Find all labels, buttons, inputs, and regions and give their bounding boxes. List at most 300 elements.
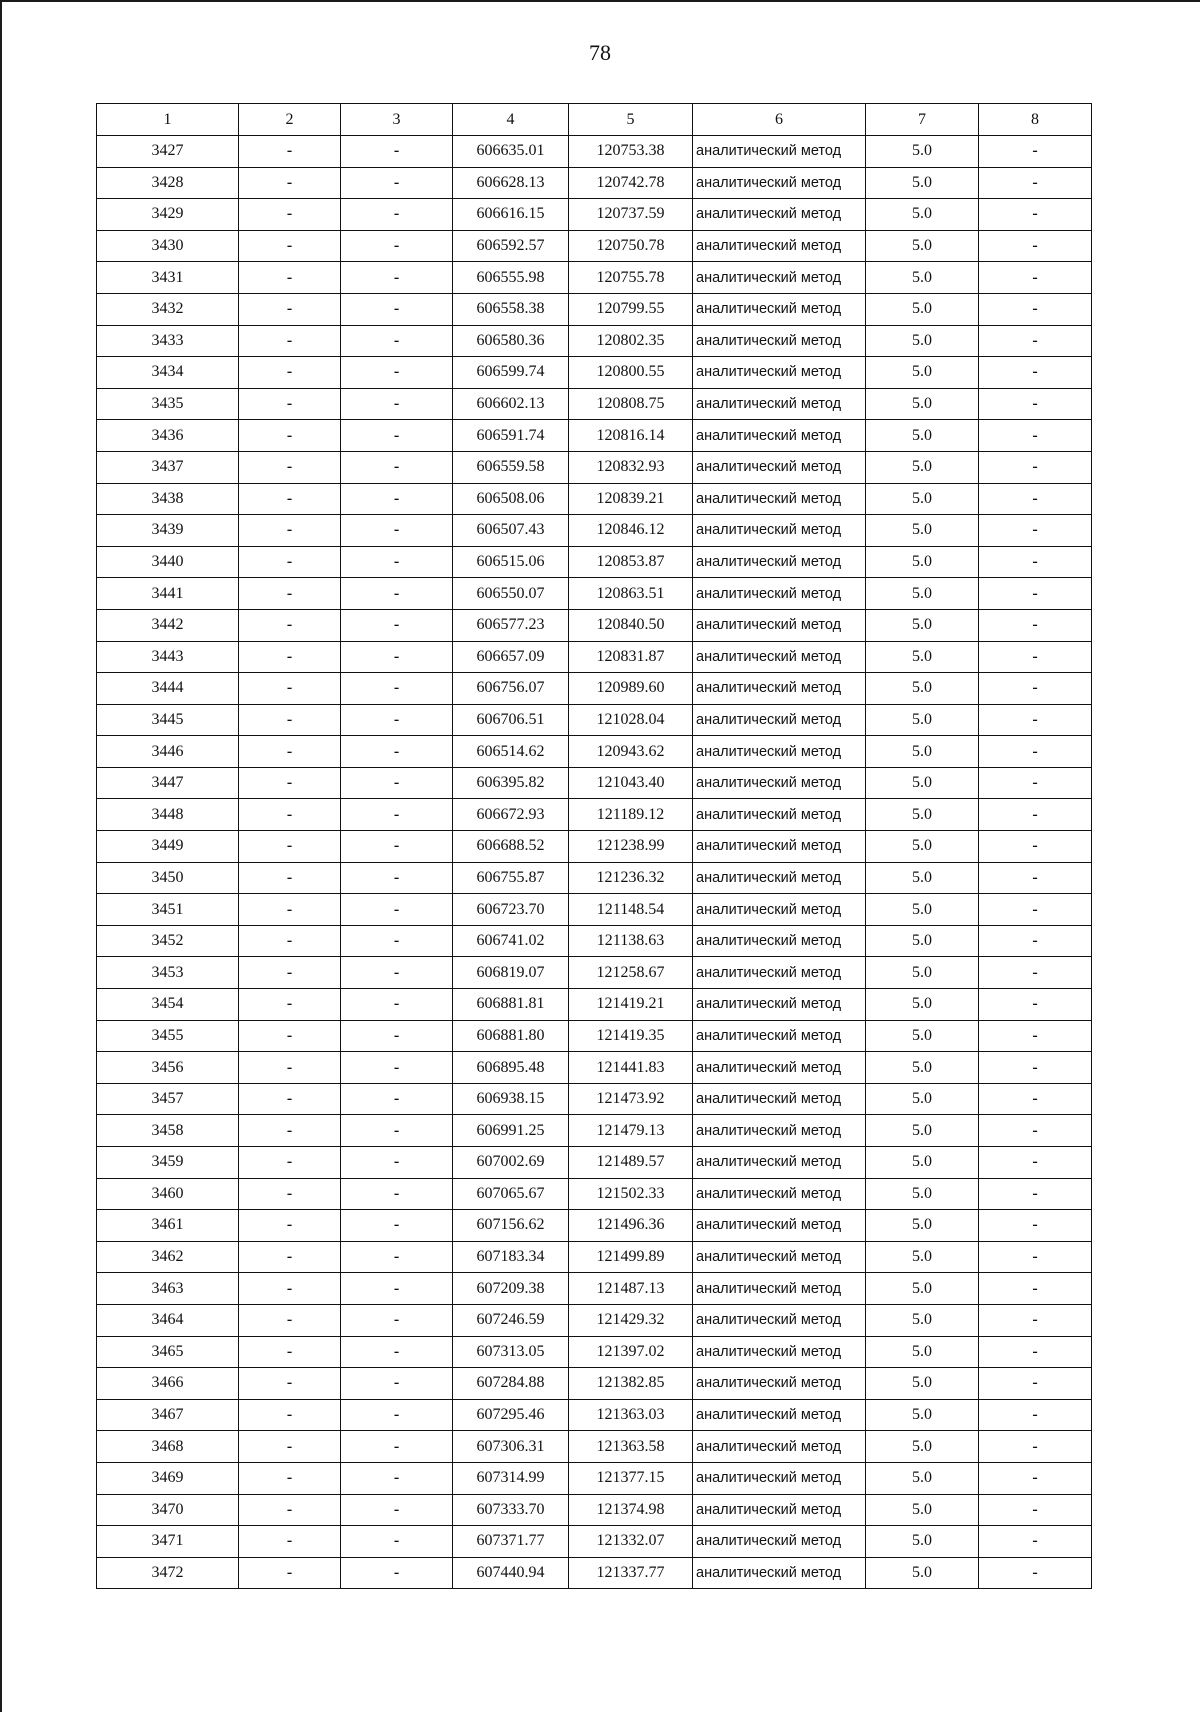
col-3-value: - bbox=[341, 1052, 453, 1084]
table-row bbox=[97, 136, 1092, 168]
col-3-value: - bbox=[341, 1273, 453, 1305]
accuracy-value: 5.0 bbox=[866, 767, 979, 799]
col-8-value: - bbox=[979, 736, 1092, 768]
col-3-value: - bbox=[341, 799, 453, 831]
x-coordinate: 607440.94 bbox=[453, 1557, 569, 1589]
col-3-value: - bbox=[341, 894, 453, 926]
y-coordinate: 121499.89 bbox=[569, 1241, 693, 1273]
table-row bbox=[97, 894, 1092, 926]
col-8-value: - bbox=[979, 167, 1092, 199]
y-coordinate: 120853.87 bbox=[569, 546, 693, 578]
accuracy-value: 5.0 bbox=[866, 1083, 979, 1115]
col-3-value: - bbox=[341, 136, 453, 168]
determination-method: аналитический метод bbox=[693, 325, 866, 357]
point-number: 3430 bbox=[97, 230, 239, 262]
x-coordinate: 606895.48 bbox=[453, 1052, 569, 1084]
col-3-value: - bbox=[341, 325, 453, 357]
y-coordinate: 121363.03 bbox=[569, 1399, 693, 1431]
x-coordinate: 606991.25 bbox=[453, 1115, 569, 1147]
col-8-value: - bbox=[979, 1557, 1092, 1589]
col-8-value: - bbox=[979, 1336, 1092, 1368]
accuracy-value: 5.0 bbox=[866, 1147, 979, 1179]
col-3-value: - bbox=[341, 925, 453, 957]
determination-method: аналитический метод bbox=[693, 925, 866, 957]
x-coordinate: 606555.98 bbox=[453, 262, 569, 294]
accuracy-value: 5.0 bbox=[866, 1210, 979, 1242]
col-8-value: - bbox=[979, 388, 1092, 420]
accuracy-value: 5.0 bbox=[866, 388, 979, 420]
x-coordinate: 606881.80 bbox=[453, 1020, 569, 1052]
y-coordinate: 120799.55 bbox=[569, 293, 693, 325]
col-3-value: - bbox=[341, 736, 453, 768]
table-row bbox=[97, 230, 1092, 262]
col-8-value: - bbox=[979, 989, 1092, 1021]
col-3-value: - bbox=[341, 704, 453, 736]
col-8-value: - bbox=[979, 1494, 1092, 1526]
col-2-value: - bbox=[239, 262, 341, 294]
x-coordinate: 606881.81 bbox=[453, 989, 569, 1021]
col-2-value: - bbox=[239, 1273, 341, 1305]
col-2-value: - bbox=[239, 1052, 341, 1084]
col-2-value: - bbox=[239, 357, 341, 389]
accuracy-value: 5.0 bbox=[866, 609, 979, 641]
accuracy-value: 5.0 bbox=[866, 1399, 979, 1431]
col-2-value: - bbox=[239, 1336, 341, 1368]
determination-method: аналитический метод bbox=[693, 515, 866, 547]
table-row bbox=[97, 704, 1092, 736]
y-coordinate: 121138.63 bbox=[569, 925, 693, 957]
determination-method: аналитический метод bbox=[693, 704, 866, 736]
determination-method: аналитический метод bbox=[693, 1557, 866, 1589]
col-3-value: - bbox=[341, 1304, 453, 1336]
col-2-value: - bbox=[239, 293, 341, 325]
point-number: 3431 bbox=[97, 262, 239, 294]
col-2-value: - bbox=[239, 1526, 341, 1558]
determination-method: аналитический метод bbox=[693, 1526, 866, 1558]
determination-method: аналитический метод bbox=[693, 1399, 866, 1431]
col-8-value: - bbox=[979, 1210, 1092, 1242]
col-2-value: - bbox=[239, 1210, 341, 1242]
determination-method: аналитический метод bbox=[693, 1336, 866, 1368]
accuracy-value: 5.0 bbox=[866, 736, 979, 768]
table-row bbox=[97, 262, 1092, 294]
point-number: 3459 bbox=[97, 1147, 239, 1179]
point-number: 3436 bbox=[97, 420, 239, 452]
point-number: 3471 bbox=[97, 1526, 239, 1558]
determination-method: аналитический метод bbox=[693, 1083, 866, 1115]
determination-method: аналитический метод bbox=[693, 1368, 866, 1400]
table-row bbox=[97, 483, 1092, 515]
col-2-value: - bbox=[239, 957, 341, 989]
col-8-value: - bbox=[979, 293, 1092, 325]
y-coordinate: 121382.85 bbox=[569, 1368, 693, 1400]
col-2-value: - bbox=[239, 609, 341, 641]
col-8-value: - bbox=[979, 451, 1092, 483]
col-3-value: - bbox=[341, 357, 453, 389]
col-3-value: - bbox=[341, 483, 453, 515]
table-row bbox=[97, 1494, 1092, 1526]
coordinates-table bbox=[96, 103, 1092, 1589]
col-2-value: - bbox=[239, 578, 341, 610]
determination-method: аналитический метод bbox=[693, 1304, 866, 1336]
col-3-value: - bbox=[341, 1494, 453, 1526]
col-3-value: - bbox=[341, 167, 453, 199]
y-coordinate: 121337.77 bbox=[569, 1557, 693, 1589]
x-coordinate: 607002.69 bbox=[453, 1147, 569, 1179]
col-8-value: - bbox=[979, 1526, 1092, 1558]
accuracy-value: 5.0 bbox=[866, 957, 979, 989]
determination-method: аналитический метод bbox=[693, 578, 866, 610]
column-header: 8 bbox=[979, 104, 1092, 136]
accuracy-value: 5.0 bbox=[866, 420, 979, 452]
col-3-value: - bbox=[341, 546, 453, 578]
x-coordinate: 606657.09 bbox=[453, 641, 569, 673]
x-coordinate: 607313.05 bbox=[453, 1336, 569, 1368]
table-row bbox=[97, 1526, 1092, 1558]
determination-method: аналитический метод bbox=[693, 736, 866, 768]
x-coordinate: 606688.52 bbox=[453, 831, 569, 863]
col-2-value: - bbox=[239, 451, 341, 483]
x-coordinate: 607284.88 bbox=[453, 1368, 569, 1400]
point-number: 3453 bbox=[97, 957, 239, 989]
point-number: 3447 bbox=[97, 767, 239, 799]
x-coordinate: 607314.99 bbox=[453, 1462, 569, 1494]
col-2-value: - bbox=[239, 199, 341, 231]
point-number: 3427 bbox=[97, 136, 239, 168]
point-number: 3428 bbox=[97, 167, 239, 199]
col-8-value: - bbox=[979, 957, 1092, 989]
x-coordinate: 606616.15 bbox=[453, 199, 569, 231]
table-row bbox=[97, 862, 1092, 894]
col-3-value: - bbox=[341, 262, 453, 294]
x-coordinate: 606550.07 bbox=[453, 578, 569, 610]
col-8-value: - bbox=[979, 767, 1092, 799]
point-number: 3465 bbox=[97, 1336, 239, 1368]
x-coordinate: 606559.58 bbox=[453, 451, 569, 483]
col-3-value: - bbox=[341, 420, 453, 452]
col-3-value: - bbox=[341, 1241, 453, 1273]
point-number: 3433 bbox=[97, 325, 239, 357]
table-row bbox=[97, 1210, 1092, 1242]
table-row bbox=[97, 767, 1092, 799]
y-coordinate: 121419.35 bbox=[569, 1020, 693, 1052]
col-8-value: - bbox=[979, 230, 1092, 262]
determination-method: аналитический метод bbox=[693, 420, 866, 452]
y-coordinate: 120816.14 bbox=[569, 420, 693, 452]
y-coordinate: 121028.04 bbox=[569, 704, 693, 736]
col-3-value: - bbox=[341, 1178, 453, 1210]
point-number: 3454 bbox=[97, 989, 239, 1021]
table-body bbox=[97, 136, 1092, 1589]
determination-method: аналитический метод bbox=[693, 451, 866, 483]
determination-method: аналитический метод bbox=[693, 831, 866, 863]
col-2-value: - bbox=[239, 704, 341, 736]
accuracy-value: 5.0 bbox=[866, 1273, 979, 1305]
y-coordinate: 120753.38 bbox=[569, 136, 693, 168]
y-coordinate: 121479.13 bbox=[569, 1115, 693, 1147]
col-8-value: - bbox=[979, 325, 1092, 357]
table-row bbox=[97, 1020, 1092, 1052]
point-number: 3440 bbox=[97, 546, 239, 578]
col-2-value: - bbox=[239, 167, 341, 199]
column-header: 3 bbox=[341, 104, 453, 136]
col-3-value: - bbox=[341, 1210, 453, 1242]
table-row bbox=[97, 1462, 1092, 1494]
y-coordinate: 121377.15 bbox=[569, 1462, 693, 1494]
point-number: 3439 bbox=[97, 515, 239, 547]
scan-edge-top bbox=[0, 0, 1200, 2]
y-coordinate: 121473.92 bbox=[569, 1083, 693, 1115]
point-number: 3458 bbox=[97, 1115, 239, 1147]
col-3-value: - bbox=[341, 1431, 453, 1463]
point-number: 3464 bbox=[97, 1304, 239, 1336]
x-coordinate: 606508.06 bbox=[453, 483, 569, 515]
x-coordinate: 606580.36 bbox=[453, 325, 569, 357]
point-number: 3461 bbox=[97, 1210, 239, 1242]
table-row bbox=[97, 989, 1092, 1021]
col-2-value: - bbox=[239, 1020, 341, 1052]
x-coordinate: 607246.59 bbox=[453, 1304, 569, 1336]
y-coordinate: 120802.35 bbox=[569, 325, 693, 357]
x-coordinate: 606602.13 bbox=[453, 388, 569, 420]
table-row bbox=[97, 736, 1092, 768]
determination-method: аналитический метод bbox=[693, 388, 866, 420]
table-row bbox=[97, 388, 1092, 420]
table-row bbox=[97, 199, 1092, 231]
determination-method: аналитический метод bbox=[693, 1494, 866, 1526]
point-number: 3429 bbox=[97, 199, 239, 231]
x-coordinate: 606723.70 bbox=[453, 894, 569, 926]
col-3-value: - bbox=[341, 609, 453, 641]
table-row bbox=[97, 357, 1092, 389]
determination-method: аналитический метод bbox=[693, 293, 866, 325]
col-3-value: - bbox=[341, 641, 453, 673]
col-2-value: - bbox=[239, 546, 341, 578]
y-coordinate: 121496.36 bbox=[569, 1210, 693, 1242]
col-8-value: - bbox=[979, 1115, 1092, 1147]
col-2-value: - bbox=[239, 862, 341, 894]
col-3-value: - bbox=[341, 1336, 453, 1368]
table-header-row bbox=[97, 104, 1092, 136]
y-coordinate: 121189.12 bbox=[569, 799, 693, 831]
col-2-value: - bbox=[239, 1241, 341, 1273]
y-coordinate: 121429.32 bbox=[569, 1304, 693, 1336]
determination-method: аналитический метод bbox=[693, 1241, 866, 1273]
col-3-value: - bbox=[341, 578, 453, 610]
accuracy-value: 5.0 bbox=[866, 1052, 979, 1084]
y-coordinate: 120989.60 bbox=[569, 673, 693, 705]
x-coordinate: 607333.70 bbox=[453, 1494, 569, 1526]
determination-method: аналитический метод bbox=[693, 1178, 866, 1210]
x-coordinate: 607065.67 bbox=[453, 1178, 569, 1210]
y-coordinate: 121258.67 bbox=[569, 957, 693, 989]
column-header: 5 bbox=[569, 104, 693, 136]
col-2-value: - bbox=[239, 925, 341, 957]
x-coordinate: 606672.93 bbox=[453, 799, 569, 831]
col-2-value: - bbox=[239, 1557, 341, 1589]
scan-edge-left bbox=[0, 0, 2, 1712]
point-number: 3434 bbox=[97, 357, 239, 389]
table-row bbox=[97, 831, 1092, 863]
table-row bbox=[97, 1178, 1092, 1210]
determination-method: аналитический метод bbox=[693, 357, 866, 389]
table-row bbox=[97, 1368, 1092, 1400]
x-coordinate: 606938.15 bbox=[453, 1083, 569, 1115]
col-2-value: - bbox=[239, 420, 341, 452]
col-2-value: - bbox=[239, 989, 341, 1021]
point-number: 3463 bbox=[97, 1273, 239, 1305]
accuracy-value: 5.0 bbox=[866, 546, 979, 578]
y-coordinate: 120863.51 bbox=[569, 578, 693, 610]
col-8-value: - bbox=[979, 609, 1092, 641]
col-2-value: - bbox=[239, 515, 341, 547]
x-coordinate: 607295.46 bbox=[453, 1399, 569, 1431]
col-8-value: - bbox=[979, 1020, 1092, 1052]
x-coordinate: 606756.07 bbox=[453, 673, 569, 705]
table-row bbox=[97, 799, 1092, 831]
table-row bbox=[97, 1273, 1092, 1305]
accuracy-value: 5.0 bbox=[866, 831, 979, 863]
col-8-value: - bbox=[979, 1147, 1092, 1179]
col-3-value: - bbox=[341, 1557, 453, 1589]
col-8-value: - bbox=[979, 862, 1092, 894]
column-header: 4 bbox=[453, 104, 569, 136]
col-8-value: - bbox=[979, 136, 1092, 168]
determination-method: аналитический метод bbox=[693, 262, 866, 294]
col-2-value: - bbox=[239, 1304, 341, 1336]
point-number: 3437 bbox=[97, 451, 239, 483]
accuracy-value: 5.0 bbox=[866, 1431, 979, 1463]
accuracy-value: 5.0 bbox=[866, 1494, 979, 1526]
accuracy-value: 5.0 bbox=[866, 925, 979, 957]
table-row bbox=[97, 546, 1092, 578]
y-coordinate: 120840.50 bbox=[569, 609, 693, 641]
determination-method: аналитический метод bbox=[693, 989, 866, 1021]
accuracy-value: 5.0 bbox=[866, 357, 979, 389]
point-number: 3460 bbox=[97, 1178, 239, 1210]
col-8-value: - bbox=[979, 578, 1092, 610]
y-coordinate: 120755.78 bbox=[569, 262, 693, 294]
y-coordinate: 121043.40 bbox=[569, 767, 693, 799]
determination-method: аналитический метод bbox=[693, 199, 866, 231]
y-coordinate: 120808.75 bbox=[569, 388, 693, 420]
col-3-value: - bbox=[341, 1526, 453, 1558]
table-row bbox=[97, 1399, 1092, 1431]
determination-method: аналитический метод bbox=[693, 609, 866, 641]
point-number: 3455 bbox=[97, 1020, 239, 1052]
y-coordinate: 120943.62 bbox=[569, 736, 693, 768]
col-3-value: - bbox=[341, 1020, 453, 1052]
col-3-value: - bbox=[341, 989, 453, 1021]
determination-method: аналитический метод bbox=[693, 1462, 866, 1494]
accuracy-value: 5.0 bbox=[866, 1304, 979, 1336]
col-8-value: - bbox=[979, 1083, 1092, 1115]
col-8-value: - bbox=[979, 831, 1092, 863]
point-number: 3444 bbox=[97, 673, 239, 705]
col-8-value: - bbox=[979, 799, 1092, 831]
point-number: 3451 bbox=[97, 894, 239, 926]
accuracy-value: 5.0 bbox=[866, 1336, 979, 1368]
table-row bbox=[97, 293, 1092, 325]
y-coordinate: 121148.54 bbox=[569, 894, 693, 926]
col-8-value: - bbox=[979, 1304, 1092, 1336]
table-row bbox=[97, 673, 1092, 705]
y-coordinate: 120750.78 bbox=[569, 230, 693, 262]
y-coordinate: 121397.02 bbox=[569, 1336, 693, 1368]
col-2-value: - bbox=[239, 325, 341, 357]
table-row bbox=[97, 1336, 1092, 1368]
col-8-value: - bbox=[979, 515, 1092, 547]
accuracy-value: 5.0 bbox=[866, 325, 979, 357]
col-2-value: - bbox=[239, 136, 341, 168]
x-coordinate: 606558.38 bbox=[453, 293, 569, 325]
col-2-value: - bbox=[239, 799, 341, 831]
point-number: 3467 bbox=[97, 1399, 239, 1431]
determination-method: аналитический метод bbox=[693, 546, 866, 578]
accuracy-value: 5.0 bbox=[866, 673, 979, 705]
y-coordinate: 121374.98 bbox=[569, 1494, 693, 1526]
x-coordinate: 606577.23 bbox=[453, 609, 569, 641]
col-8-value: - bbox=[979, 641, 1092, 673]
col-2-value: - bbox=[239, 673, 341, 705]
col-3-value: - bbox=[341, 767, 453, 799]
col-2-value: - bbox=[239, 1368, 341, 1400]
y-coordinate: 121238.99 bbox=[569, 831, 693, 863]
x-coordinate: 606628.13 bbox=[453, 167, 569, 199]
table-row bbox=[97, 515, 1092, 547]
x-coordinate: 606741.02 bbox=[453, 925, 569, 957]
accuracy-value: 5.0 bbox=[866, 1115, 979, 1147]
point-number: 3470 bbox=[97, 1494, 239, 1526]
y-coordinate: 120800.55 bbox=[569, 357, 693, 389]
col-2-value: - bbox=[239, 230, 341, 262]
col-2-value: - bbox=[239, 1178, 341, 1210]
x-coordinate: 606514.62 bbox=[453, 736, 569, 768]
x-coordinate: 607156.62 bbox=[453, 1210, 569, 1242]
point-number: 3438 bbox=[97, 483, 239, 515]
point-number: 3468 bbox=[97, 1431, 239, 1463]
accuracy-value: 5.0 bbox=[866, 862, 979, 894]
col-3-value: - bbox=[341, 199, 453, 231]
point-number: 3450 bbox=[97, 862, 239, 894]
col-2-value: - bbox=[239, 767, 341, 799]
col-8-value: - bbox=[979, 420, 1092, 452]
point-number: 3462 bbox=[97, 1241, 239, 1273]
col-3-value: - bbox=[341, 1115, 453, 1147]
y-coordinate: 120742.78 bbox=[569, 167, 693, 199]
col-2-value: - bbox=[239, 831, 341, 863]
determination-method: аналитический метод bbox=[693, 167, 866, 199]
accuracy-value: 5.0 bbox=[866, 1178, 979, 1210]
table-row bbox=[97, 1083, 1092, 1115]
point-number: 3445 bbox=[97, 704, 239, 736]
y-coordinate: 121363.58 bbox=[569, 1431, 693, 1463]
table-row bbox=[97, 609, 1092, 641]
x-coordinate: 606515.06 bbox=[453, 546, 569, 578]
col-8-value: - bbox=[979, 199, 1092, 231]
col-2-value: - bbox=[239, 1462, 341, 1494]
table-row bbox=[97, 420, 1092, 452]
col-3-value: - bbox=[341, 1462, 453, 1494]
accuracy-value: 5.0 bbox=[866, 136, 979, 168]
accuracy-value: 5.0 bbox=[866, 578, 979, 610]
point-number: 3443 bbox=[97, 641, 239, 673]
determination-method: аналитический метод bbox=[693, 862, 866, 894]
col-8-value: - bbox=[979, 1178, 1092, 1210]
x-coordinate: 607183.34 bbox=[453, 1241, 569, 1273]
determination-method: аналитический метод bbox=[693, 799, 866, 831]
col-2-value: - bbox=[239, 1431, 341, 1463]
